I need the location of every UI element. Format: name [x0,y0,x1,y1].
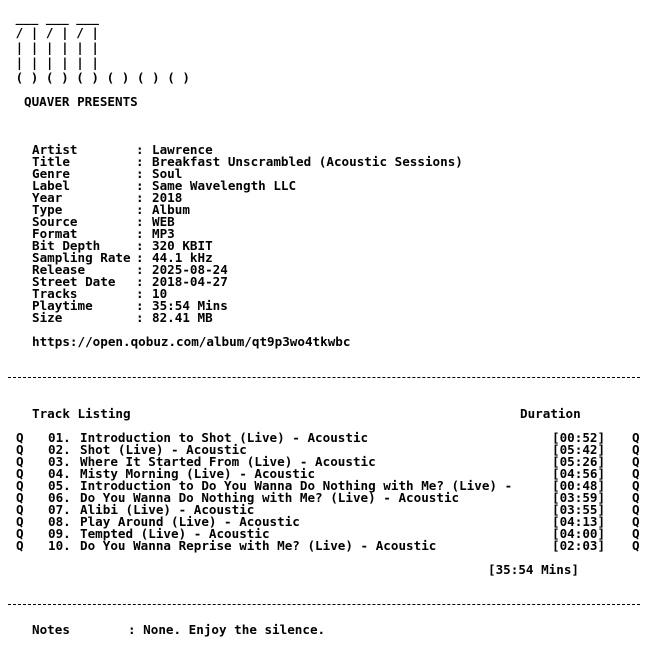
info-separator: : [136,274,144,289]
info-separator: : [136,166,144,181]
info-separator: : [136,298,144,313]
track-number: 01. [48,430,71,445]
track-number: 06. [48,490,71,505]
info-separator: : [136,142,144,157]
track-title: Do You Wanna Reprise with Me? (Live) - Acoustic [80,538,437,553]
info-label: Sampling Rate [32,250,131,265]
info-separator: : [136,286,144,301]
track-title: Introduction to Shot (Live) - Acoustic [80,430,369,445]
info-label: Genre [32,166,70,181]
info-separator: : [136,202,144,217]
track-marker-left: Q [16,442,24,457]
track-marker-left: Q [16,466,24,481]
track-number: 10. [48,538,71,553]
track-marker-right: Q [632,430,640,445]
info-value: Lawrence [152,142,213,157]
ascii-logo-art: ___ ___ ___ / | / | / | | | | | | | | | | | | | ( ) ( ) ( ) ( ) ( ) ( ) [15,10,190,85]
track-marker-left: Q [16,490,24,505]
track-marker-right: Q [632,466,640,481]
track-marker-right: Q [632,538,640,553]
info-label: Playtime [32,298,93,313]
track-duration: [04:56] [552,466,606,481]
track-number: 08. [48,514,71,529]
track-marker-left: Q [16,526,24,541]
info-label: Year [32,190,63,205]
info-separator: : [136,250,144,265]
track-title: Do You Wanna Do Nothing with Me? (Live) - Acoustic [80,490,460,505]
divider-top [8,377,640,378]
info-separator: : [136,214,144,229]
track-title: Tempted (Live) - Acoustic [80,526,270,541]
info-label: Bit Depth [32,238,101,253]
track-number: 02. [48,442,71,457]
track-title: Introduction to Do You Wanna Do Nothing with Me? (Live) - [80,478,513,493]
info-label: Format [32,226,78,241]
track-duration: [03:59] [552,490,606,505]
info-label: Street Date [32,274,116,289]
track-listing-heading: Track Listing [32,406,131,421]
track-title: Play Around (Live) - Acoustic [80,514,300,529]
track-title: Misty Morning (Live) - Acoustic [80,466,316,481]
track-marker-left: Q [16,478,24,493]
presenter-heading: QUAVER PRESENTS [24,94,138,109]
track-number: 04. [48,466,71,481]
track-number: 03. [48,454,71,469]
duration-heading: Duration [520,406,581,421]
info-value: 2018 [152,190,183,205]
album-url: https://open.qobuz.com/album/qt9p3wo4tkwbc [32,334,351,349]
info-separator: : [136,190,144,205]
notes-label: Notes [32,622,70,637]
track-marker-right: Q [632,526,640,541]
track-title: Shot (Live) - Acoustic [80,442,247,457]
track-duration: [03:55] [552,502,606,517]
track-marker-left: Q [16,502,24,517]
track-marker-left: Q [16,514,24,529]
track-duration: [05:42] [552,442,606,457]
info-separator: : [136,238,144,253]
track-marker-left: Q [16,430,24,445]
track-title: Where It Started From (Live) - Acoustic [80,454,376,469]
track-marker-right: Q [632,514,640,529]
info-label: Tracks [32,286,78,301]
info-value: 320 KBIT [152,238,213,253]
track-title: Alibi (Live) - Acoustic [80,502,255,517]
track-marker-left: Q [16,454,24,469]
track-marker-right: Q [632,478,640,493]
info-separator: : [136,310,144,325]
info-value: 2018-04-27 [152,274,228,289]
info-label: Release [32,262,86,277]
info-label: Type [32,202,63,217]
info-value: Soul [152,166,183,181]
track-marker-right: Q [632,502,640,517]
info-value: Album [152,202,190,217]
track-duration: [00:52] [552,430,606,445]
info-separator: : [136,178,144,193]
track-duration: [04:00] [552,526,606,541]
info-separator: : [136,154,144,169]
info-label: Title [32,154,70,169]
info-label: Size [32,310,63,325]
track-marker-right: Q [632,454,640,469]
track-number: 05. [48,478,71,493]
info-value: 35:54 Mins [152,298,228,313]
info-label: Label [32,178,70,193]
track-marker-left: Q [16,538,24,553]
info-label: Artist [32,142,78,157]
divider-bottom [8,604,640,605]
info-value: 44.1 kHz [152,250,213,265]
info-separator: : [136,262,144,277]
info-value: 2025-08-24 [152,262,228,277]
track-marker-right: Q [632,442,640,457]
info-value: Breakfast Unscrambled (Acoustic Sessions) [152,154,463,169]
track-duration: [04:13] [552,514,606,529]
info-value: Same Wavelength LLC [152,178,297,193]
info-value: MP3 [152,226,175,241]
info-value: 10 [152,286,168,301]
track-duration: [05:26] [552,454,606,469]
info-separator: : [136,226,144,241]
track-marker-right: Q [632,490,640,505]
info-label: Source [32,214,78,229]
track-duration: [00:48] [552,478,606,493]
notes-value: : None. Enjoy the silence. [128,622,326,637]
info-value: 82.41 MB [152,310,213,325]
total-playtime: [35:54 Mins] [488,562,579,577]
track-number: 09. [48,526,71,541]
track-duration: [02:03] [552,538,606,553]
track-number: 07. [48,502,71,517]
info-value: WEB [152,214,175,229]
